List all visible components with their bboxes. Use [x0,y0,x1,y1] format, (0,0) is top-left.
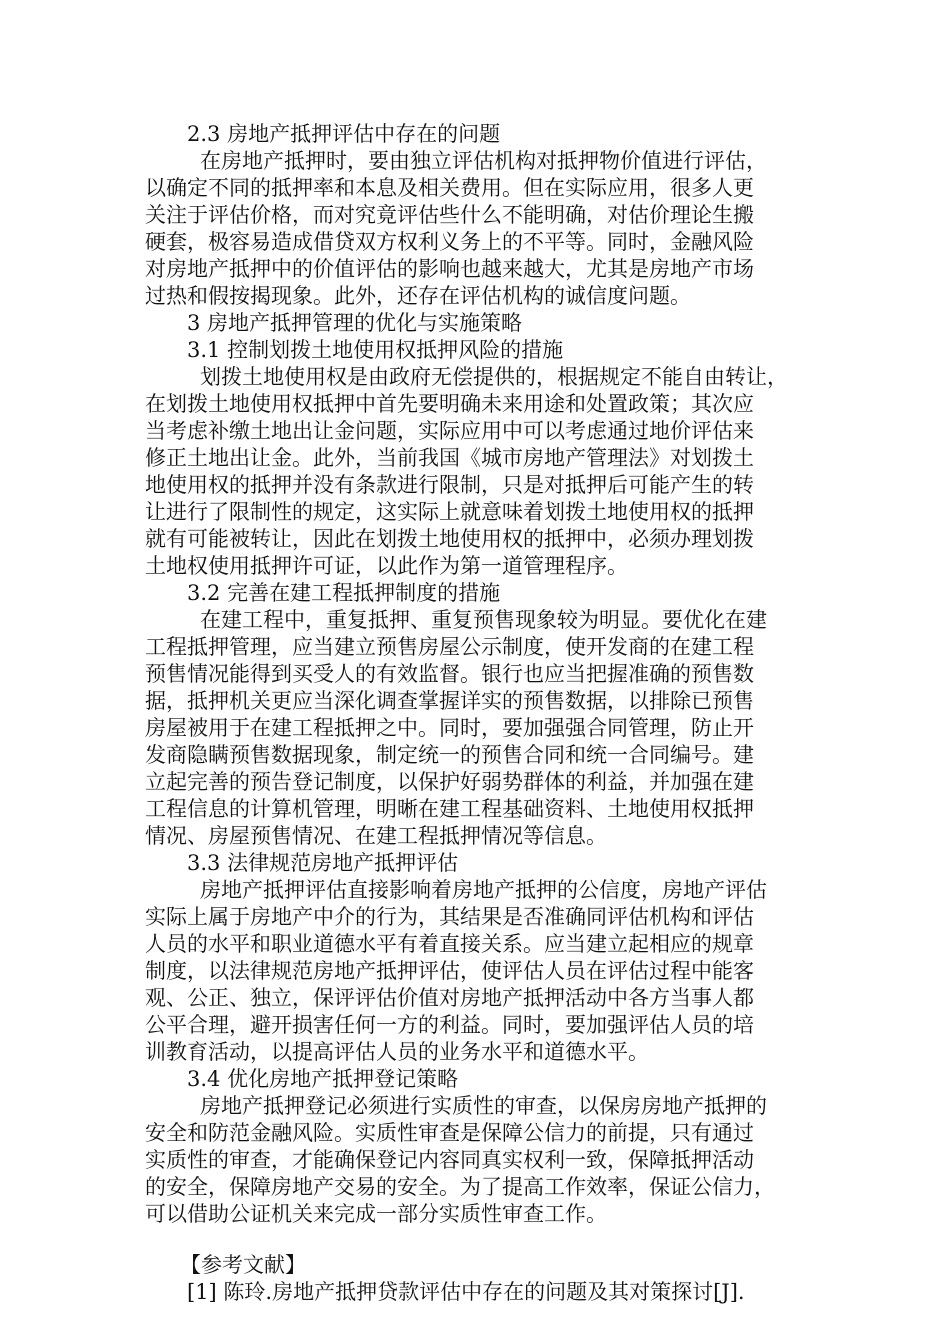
paragraph-line: 关注于评估价格，而对究竟评估些什么不能明确，对估价理论生搬 [145,203,754,227]
paragraph-line: 土地权使用抵押许可证，以此作为第一道管理程序。 [145,554,628,578]
paragraph-line: 立起完善的预告登记制度，以保护好弱势群体的利益，并加强在建 [145,770,754,794]
paragraph-line: 训教育活动，以提高评估人员的业务水平和道德水平。 [145,1040,649,1064]
paragraph-line: 过热和假按揭现象。此外，还存在评估机构的诚信度问题。 [145,284,691,308]
paragraph-line: 当考虑补缴土地出让金问题，实际应用中可以考虑通过地价评估来 [145,419,754,443]
paragraph-line: 以确定不同的抵押率和本息及相关费用。但在实际应用，很多人更 [145,176,754,200]
section-heading-3-2: 3.2 完善在建工程抵押制度的措施 [187,581,501,605]
paragraph-line: 就有可能被转让，因此在划拨土地使用权的抵押中，必须办理划拨 [145,527,754,551]
paragraph-line: 实际上属于房地产中介的行为，其结果是否准确同评估机构和评估 [145,905,754,929]
section-heading-2-3: 2.3 房地产抵押评估中存在的问题 [187,122,501,146]
paragraph-line: 的安全，保障房地产交易的安全。为了提高工作效率，保证公信力， [145,1175,775,1199]
paragraph-line: 制度，以法律规范房地产抵押评估，使评估人员在评估过程中能客 [145,959,754,983]
paragraph-line: 房屋被用于在建工程抵押之中。同时，要加强强合同管理，防止开 [145,716,754,740]
paragraph-line: 地使用权的抵押并没有条款进行限制，只是对抵押后可能产生的转 [145,473,754,497]
reference-item: [1] 陈玲.房地产抵押贷款评估中存在的问题及其对策探讨[J]. [187,1280,745,1304]
paragraph-line: 让进行了限制性的规定，这实际上就意味着划拨土地使用权的抵押 [145,500,754,524]
paragraph-line: 工程抵押管理，应当建立预售房屋公示制度，使开发商的在建工程 [145,635,754,659]
section-heading-3-1: 3.1 控制划拨土地使用权抵押风险的措施 [187,338,564,362]
paragraph-line: 人员的水平和职业道德水平有着直接关系。应当建立起相应的规章 [145,932,754,956]
paragraph-line: 公平合理，避开损害任何一方的利益。同时，要加强评估人员的培 [145,1013,754,1037]
section-heading-3: 3 房地产抵押管理的优化与实施策略 [187,311,523,335]
paragraph-line: 房地产抵押登记必须进行实质性的审查，以保房房地产抵押的 [200,1094,767,1118]
paragraph-line: 可以借助公证机关来完成一部分实质性审查工作。 [145,1202,607,1226]
paragraph-line: 对房地产抵押中的价值评估的影响也越来越大，尤其是房地产市场 [145,257,754,281]
paragraph-line: 发商隐瞒预售数据现象，制定统一的预售合同和统一合同编号。建 [145,743,754,767]
paragraph-line: 预售情况能得到买受人的有效监督。银行也应当把握准确的预售数 [145,662,754,686]
paragraph-line: 实质性的审查，才能确保登记内容同真实权利一致，保障抵押活动 [145,1148,754,1172]
section-heading-3-4: 3.4 优化房地产抵押登记策略 [187,1067,459,1091]
paragraph-line: 房地产抵押评估直接影响着房地产抵押的公信度，房地产评估 [200,878,767,902]
paragraph-line: 工程信息的计算机管理，明晰在建工程基础资料、土地使用权抵押 [145,797,754,821]
paragraph-line: 硬套，极容易造成借贷双方权利义务上的不平等。同时，金融风险 [145,230,754,254]
paragraph-line: 修正土地出让金。此外，当前我国《城市房地产管理法》对划拨土 [145,446,754,470]
references-heading: 【参考文献】 [180,1253,306,1277]
paragraph-line: 安全和防范金融风险。实质性审查是保障公信力的前提，只有通过 [145,1121,754,1145]
paragraph-line: 在划拨土地使用权抵押中首先要明确未来用途和处置政策；其次应 [145,392,754,416]
paragraph-line: 划拨土地使用权是由政府无偿提供的，根据规定不能自由转让， [200,365,788,389]
paragraph-line: 情况、房屋预售情况、在建工程抵押情况等信息。 [145,824,607,848]
paragraph-line: 观、公正、独立，保评评估价值对房地产抵押活动中各方当事人都 [145,986,754,1010]
paragraph-line: 在建工程中，重复抵押、重复预售现象较为明显。要优化在建 [200,608,767,632]
paragraph-line: 据，抵押机关更应当深化调查掌握详实的预售数据，以排除已预售 [145,689,754,713]
section-heading-3-3: 3.3 法律规范房地产抵押评估 [187,851,459,875]
paragraph-line: 在房地产抵押时，要由独立评估机构对抵押物价值进行评估， [200,149,767,173]
